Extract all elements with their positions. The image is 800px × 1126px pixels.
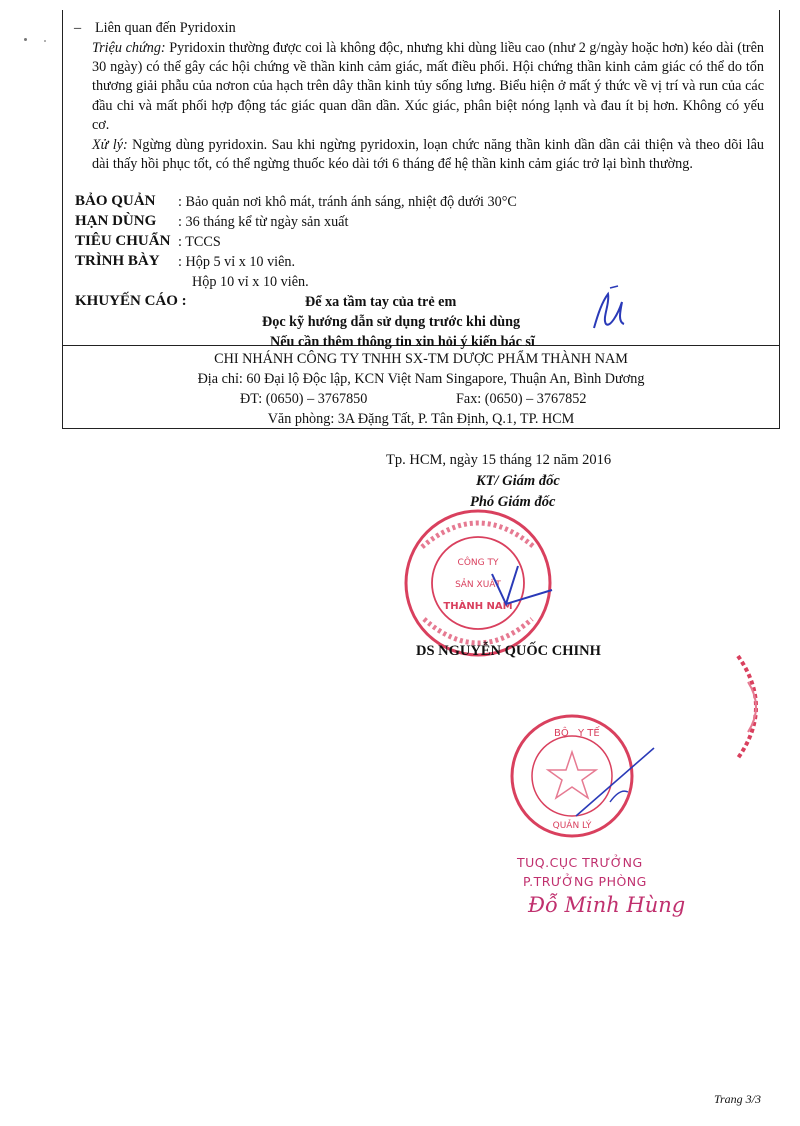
warning-line-3: Nếu cần thêm thông tin xin hỏi ý kiến bác sĩ: [270, 334, 535, 350]
company-office: Văn phòng: 3A Đặng Tất, P. Tân Định, Q.1, TP. HCM: [267, 411, 575, 427]
storage-value: : Bảo quản nơi khô mát, tránh ánh sáng, nhiệt độ dưới 30°C: [178, 194, 517, 210]
page-number: Trang 3/3: [714, 1092, 762, 1106]
storage-label: BẢO QUẢN: [75, 193, 156, 209]
expiry-label: HẠN DÙNG: [75, 213, 157, 229]
symptom-label: Triệu chứng:: [92, 40, 166, 56]
symptom-text: Pyridoxin thường được coi là không độc, nhưng khi dùng liều cao (như 2 g/ngày hoặc hơn) kéo dài (trên 30 ngày) có thể gây các hội chứng về thần kinh cảm giác, mất điều phối. Hội chứng thần kinh cảm giác có thể do tổn thương giải phẫu của nơron của hạch trên dây thần kinh tủy sống lưng. Biểu hiện ở mất ý thức về vị trí và run của các đầu chi và mất phối hợp động tác giác quan dần dần. Xúc giác, phân biệt nóng lạnh và đau ít bị hơn. Không có yếu cơ.: [92, 40, 764, 133]
expiry-value: : 36 tháng kể từ ngày sản xuất: [178, 214, 349, 230]
treatment-label: Xử lý:: [92, 137, 128, 153]
stamp-line-1: CÔNG TY: [457, 558, 499, 568]
standard-label: TIÊU CHUẨN: [75, 233, 171, 249]
company-phone: ĐT: (0650) – 3767850: [240, 391, 368, 407]
approval-name: Đỗ Minh Hùng: [528, 893, 686, 917]
signer-title-1: KT/ Giám đốc: [476, 473, 560, 489]
date-line: Tp. HCM, ngày 15 tháng 12 năm 2016: [386, 452, 612, 468]
initial-signature-mark: [588, 284, 628, 334]
warning-line-1: Để xa tầm tay của trẻ em: [305, 294, 457, 310]
treatment-paragraph: [92, 136, 764, 174]
approver-signature: [570, 740, 660, 820]
ministry-stamp-line-1: BỘ: [554, 728, 569, 739]
treatment-text: Ngừng dùng pyridoxin. Sau khi ngừng pyridoxin, loạn chức năng thần kinh dần dần cải thiện và theo dõi lâu dài thấy hồi phục tốt, có thể ngừng thuốc kéo dài tới 6 tháng để hệ thần kinh cảm giác trở lại bình thường.: [92, 137, 765, 173]
bullet-dash: –: [74, 20, 82, 36]
ministry-stamp-line-3: QUẢN LÝ: [552, 821, 592, 831]
symptom-paragraph: [92, 39, 764, 135]
packaging-value-1: : Hộp 5 vỉ x 10 viên.: [178, 254, 296, 270]
packaging-value-2: Hộp 10 vỉ x 10 viên.: [192, 274, 309, 290]
company-address: Địa chỉ: 60 Đại lộ Độc lập, KCN Việt Nam Singapore, Thuận An, Bình Dương: [197, 371, 645, 387]
packaging-label: TRÌNH BÀY: [75, 253, 160, 269]
partial-stamp-edge: [734, 652, 774, 762]
ministry-stamp-line-2: Y TẾ: [578, 728, 600, 739]
approval-line-2: P.TRƯỞNG PHÒNG: [523, 874, 647, 889]
standard-value: : TCCS: [178, 234, 221, 250]
approval-line-1: TUQ.CỤC TRƯỞNG: [517, 855, 643, 870]
scan-speck: [24, 38, 27, 41]
director-signature: [488, 560, 558, 620]
company-fax: Fax: (0650) – 3767852: [456, 391, 587, 407]
company-name: CHI NHÁNH CÔNG TY TNHH SX-TM DƯỢC PHẨM THÀNH NAM: [214, 351, 628, 367]
signer-name: DS NGUYỄN QUỐC CHINH: [416, 643, 601, 659]
section-heading: Liên quan đến Pyridoxin: [95, 20, 236, 36]
scan-speck: [44, 40, 46, 42]
stamp-line-2: SẢN XUẤT: [455, 580, 501, 590]
signer-title-2: Phó Giám đốc: [470, 494, 556, 510]
stamp-line-3: THÀNH NAM: [443, 601, 513, 612]
warning-line-2: Đọc kỹ hướng dẫn sử dụng trước khi dùng: [262, 314, 521, 330]
warning-label: KHUYẾN CÁO :: [75, 293, 187, 309]
